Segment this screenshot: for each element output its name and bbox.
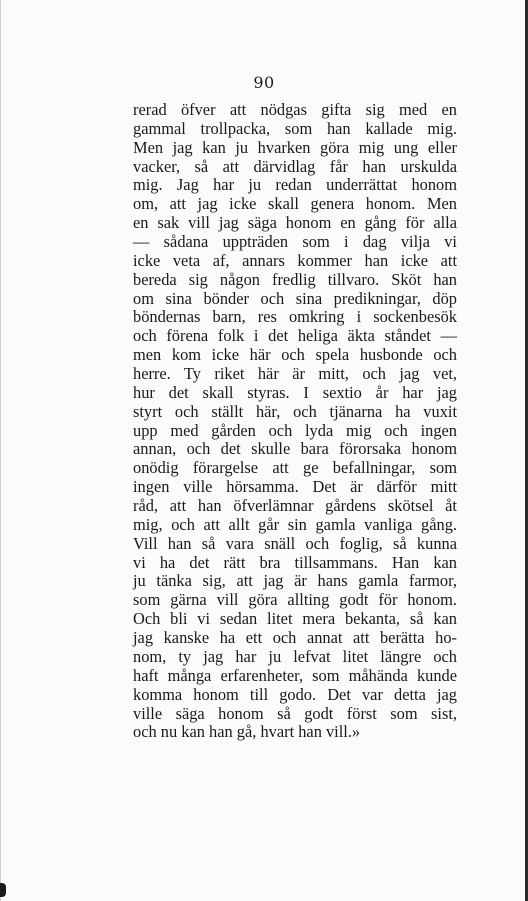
text-line: upp med gården och lyda mig och ingen [133,420,457,440]
text-line: mig. Jag har ju redan underrättat honom [133,175,457,195]
text-line: böndernas barn, res omkring i sockenbesök [133,307,457,327]
text-line: mig, och att allt går sin gamla vanliga gång. [133,514,457,534]
text-line: ju tänka sig, att jag är hans gamla farmor, [133,571,457,591]
text-line: rerad öfver att nödgas gifta sig med en [133,100,457,119]
text-line: och nu kan han gå, hvart han vill.» [133,722,361,742]
text-line: Vill han så vara snäll och foglig, så kunna [133,533,457,553]
text-line: herre. Ty riket här är mitt, och jag vet, [133,364,457,384]
body-text [133,101,457,742]
text-line: vi ha det rätt bra tillsammans. Han kan [133,552,457,572]
text-line: icke veta af, annars kommer han icke att [133,250,457,270]
text-line: som gärna vill göra allting godt för honom. [133,590,457,610]
text-line: onödig förargelse att ge befallningar, som [133,458,457,478]
text-line: om, att jag icke skall genera honom. Men [133,194,457,214]
text-line: jag kanske ha ett och annat att berätta ho- [133,628,457,648]
text-line: Men jag kan ju hvarken göra mig ung eller [133,137,457,157]
text-line: men kom icke här och spela husbonde och [133,345,457,365]
text-line: komma honom till godo. Det var detta jag [133,684,457,704]
text-line: och förena folk i det heliga äkta ståndet — [133,326,457,346]
text-line: annan, och det skulle bara förorsaka honom [133,439,457,459]
text-line: ingen ville hörsamma. Det är därför mitt [133,477,457,497]
text-line: gammal trollpacka, som han kallade mig. [133,118,457,138]
text-line: nom, ty jag har ju lefvat litet längre och [133,646,457,666]
text-line: råd, att han öfverlämnar gårdens skötsel åt [133,496,457,516]
text-line: om sina bönder och sina predikningar, döp [133,288,457,308]
text-line: hur det skall styras. I sextio år har jag [133,382,457,402]
text-line: en sak vill jag säga honom en gång för alla [133,213,457,233]
text-line: styrt och ställt här, och tjänarna ha vuxit [133,401,457,421]
text-line: ville säga honom så godt först som sist, [133,703,457,723]
page-number: 90 [253,73,275,92]
scan-corner-mark [0,883,6,897]
text-line: haft många erfarenheter, som måhända kunde [133,665,457,685]
text-line: bereda sig någon fredlig tillvaro. Sköt han [133,269,457,289]
text-line: — sådana uppträden som i dag vilja vi [133,232,457,252]
page-left-edge [0,0,1,901]
text-line: vacker, så att därvidlag får han urskulda [133,156,457,176]
text-line: Och bli vi sedan litet mera bekanta, så kan [133,609,457,629]
